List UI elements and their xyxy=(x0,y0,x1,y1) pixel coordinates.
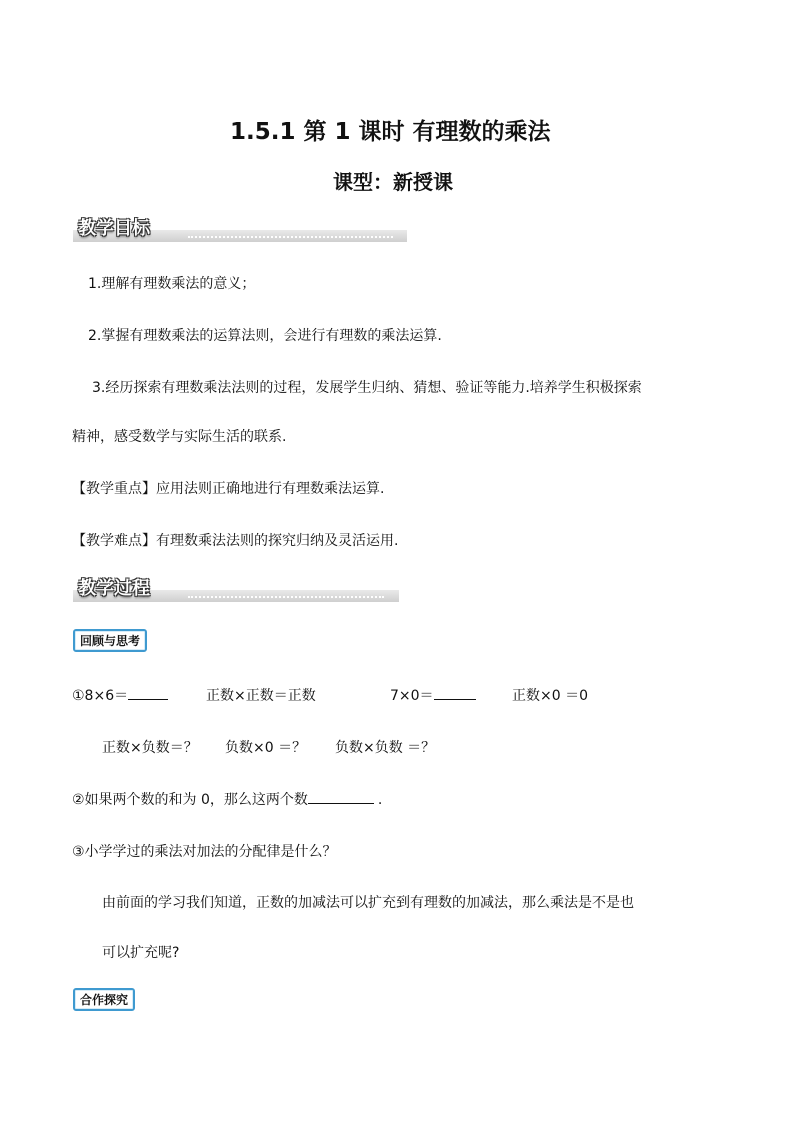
objective-3-line2: 精神，感受数学与实际生活的联系. xyxy=(72,429,287,445)
q1-expr-b: 正数×正数＝正数 xyxy=(206,688,316,704)
q1-expr-a xyxy=(72,685,168,705)
section-dots xyxy=(188,236,393,238)
q1-expr-f: 负数×0 ＝？ xyxy=(225,740,307,756)
answer-blank[interactable] xyxy=(434,685,476,700)
badge-explore: 合作探究 xyxy=(73,988,135,1011)
q2-period: . xyxy=(377,792,383,808)
section-heading: 教学过程 xyxy=(78,578,150,599)
objective-1: 1.理解有理数乘法的意义； xyxy=(88,276,256,292)
difficult-point xyxy=(72,530,398,550)
question-3: ③小学学过的乘法对加法的分配律是什么？ xyxy=(72,844,337,860)
lesson-type: 课型：新授课 xyxy=(333,170,453,194)
q1-expr-c xyxy=(390,685,476,705)
q1-expr-e: 正数×负数＝？ xyxy=(102,740,198,756)
answer-blank[interactable] xyxy=(308,789,374,804)
objective-2: 2.掌握有理数乘法的运算法则，会进行有理数的乘法运算. xyxy=(88,328,442,344)
section-dots xyxy=(188,596,384,598)
page-title: 1.5.1 第 1 课时 有理数的乘法 xyxy=(230,119,551,145)
key-point-label: 【教学重点】 xyxy=(72,481,156,497)
question-2 xyxy=(72,789,382,809)
difficult-point-text: 有理数乘法法则的探究归纳及灵活运用. xyxy=(156,533,399,549)
paragraph-line2: 可以扩充呢? xyxy=(102,945,180,961)
key-point-text: 应用法则正确地进行有理数乘法运算. xyxy=(156,481,385,497)
paragraph-line1: 由前面的学习我们知道，正数的加减法可以扩充到有理数的加减法，那么乘法是不是也 xyxy=(102,895,634,911)
objective-3-line1: 3.经历探索有理数乘法法则的过程，发展学生归纳、猜想、验证等能力.培养学生积极探索 xyxy=(92,380,642,396)
q1-a-text: ①8×6＝ xyxy=(72,688,129,704)
section-heading: 教学目标 xyxy=(78,218,150,239)
q1-c-text: 7×0＝ xyxy=(390,688,434,704)
q2-text: ②如果两个数的和为 0，那么这两个数 xyxy=(72,792,308,808)
q1-expr-d: 正数×0 ＝0 xyxy=(512,688,588,704)
answer-blank[interactable] xyxy=(128,685,168,700)
difficult-point-label: 【教学难点】 xyxy=(72,533,156,549)
q1-expr-g: 负数×负数 ＝？ xyxy=(335,740,436,756)
badge-review: 回顾与思考 xyxy=(73,629,147,652)
key-point xyxy=(72,478,384,498)
